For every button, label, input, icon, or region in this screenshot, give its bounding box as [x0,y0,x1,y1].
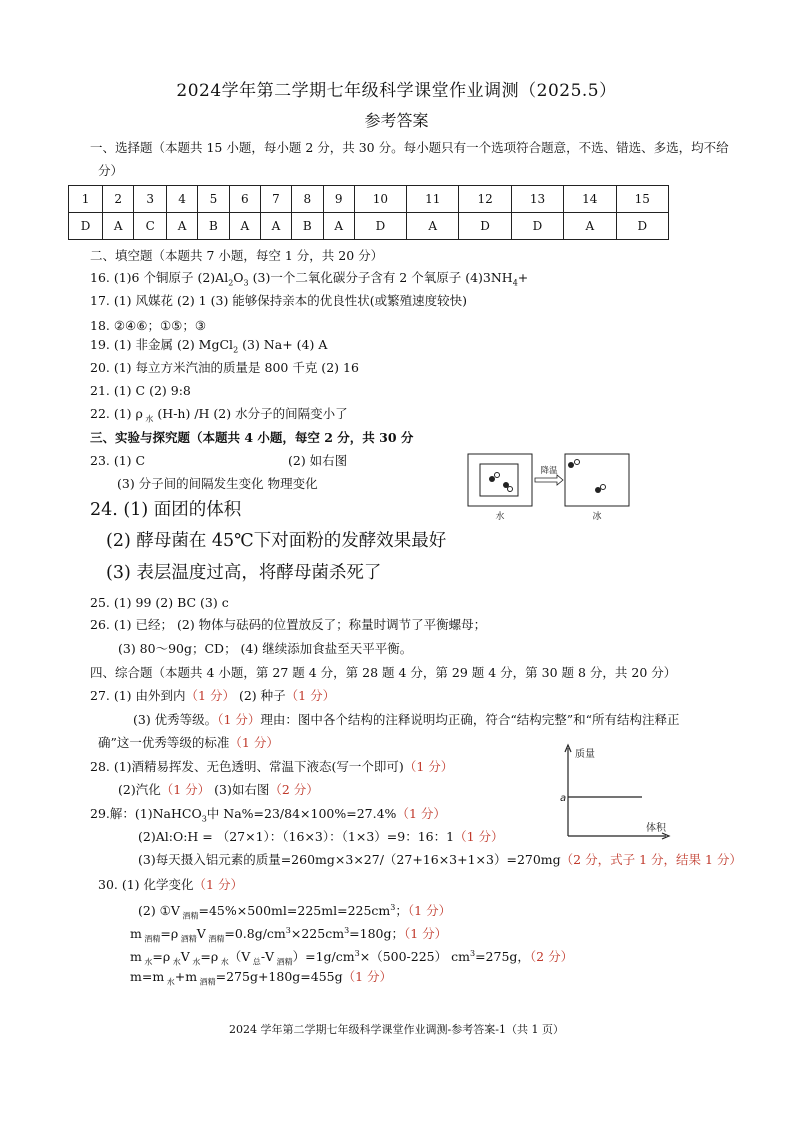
level-label: a [560,793,567,804]
answer-text: =180g； [349,926,404,942]
answer-text: =45%×500ml=225ml=225cm [198,903,391,919]
table-cell: B [198,213,230,240]
superscript: 3 [390,903,396,912]
table-cell: 2 [103,186,134,213]
subscript: 2 [233,345,239,355]
answer-text: 22. (1) ρ [90,406,143,421]
x-axis-label: 体积 [646,823,666,834]
subscript: 2 [228,278,234,288]
section1-heading-cont: 分） [98,163,124,178]
score-badge: （1 分） [217,712,261,727]
ice-label: 冰 [592,512,602,522]
table-cell: A [229,213,260,240]
subscript: 酒精 [274,957,293,967]
section2-heading: 二、填空题（本题共 7 小题，每空 1 分，共 20 分） [90,248,384,263]
answer-text: V [196,926,206,942]
table-cell: 7 [260,186,291,213]
answer-text: ； [395,903,408,919]
section3-heading: 三、实验与探究题（本题共 4 小题，每空 2 分，共 30 分 [90,430,414,445]
answer-text: +m [174,969,198,984]
superscript: 3 [469,949,476,958]
table-cell: A [167,213,198,240]
answer-24-3: (3) 表层温度过高，将酵母菌杀死了 [106,563,382,583]
answer-26-2: (3) 80～90g；CD； (4) 继续添加食盐至天平平衡。 [118,641,413,656]
answer-text: (H-h) /H (2) 水分子的间隔变小了 [153,406,348,421]
answer-23-2: (2) 如右图 [288,453,348,468]
cooling-label: 降温 [540,466,558,476]
water-box [468,454,532,506]
answer-text: 16. (1)6 个铜原子 (2)Al [90,270,229,285]
score-badge: （2 分） [269,782,319,797]
arrow-icon [535,475,563,485]
answer-text: (2)Al:O:H = （27×1）：（16×3）：（1×3）=9：16：1 [138,829,455,844]
score-badge: （1 分） [404,926,448,942]
score-badge: （1 分） [407,903,452,919]
table-cell: D [511,213,563,240]
table-cell: A [564,213,616,240]
answer-text: 理由：图中各个结构的注释说明均正确，符合“结构完整”和“所有结构注释正 [260,712,680,727]
table-cell: B [291,213,323,240]
water-ice-figure [467,452,631,522]
table-cell: 8 [291,186,323,213]
answer-30-1 [98,877,243,893]
score-badge: （1 分） [185,688,235,703]
answer-27-3-cont [98,735,279,751]
answer-text: 27. (1) 由外到内 [90,688,186,703]
table-cell: D [69,213,103,240]
subscript: 酒精 [205,934,225,944]
answer-29-1 [90,806,446,828]
answer-text: m [130,949,142,965]
answer-30-2 [138,900,451,925]
table-cell: D [459,213,511,240]
subscript: 水 [218,957,229,967]
answer-text: =ρ [200,949,219,965]
molecule-dot [489,476,495,482]
answer-28-1 [90,759,453,775]
subscript: 水 [142,414,154,424]
answer-text: （V [228,949,251,965]
table-cell: 11 [407,186,459,213]
answer-text: 19. (1) 非金属 (2) MgCl [90,337,234,352]
page-footer: 2024 学年第二学期七年级科学课堂作业调测-参考答案-1（共 1 页） [229,1023,564,1036]
table-cell: 3 [134,186,167,213]
answer-29-3 [138,852,742,868]
answer-text: (3) 优秀等级。 [133,712,218,727]
answer-29-2 [138,829,504,845]
molecule-dot [508,487,513,492]
water-inner-box [480,464,518,496]
answer-21: 21. (1) C (2) 9:8 [90,383,191,398]
subscript: 3 [201,814,207,824]
score-badge: （1 分） [454,829,504,844]
answer-text: V [180,949,190,965]
score-badge: （1 分） [403,759,454,774]
table-cell: 5 [198,186,230,213]
subscript: 4 [512,278,518,288]
molecule-dot [495,473,500,478]
mass-volume-graph [556,740,676,844]
table-cell: 12 [459,186,511,213]
answer-text: ×（500-225） cm [359,949,470,965]
answer-30-5 [130,969,392,991]
answer-text: (3)如右图 [210,782,270,797]
subscript: 酒精 [141,934,161,944]
answer-18: 18. ②④⑥；①⑤；③ [90,318,207,333]
answer-text: 中 Na%=23/84×100%=27.4% [206,806,397,821]
answer-text: ）=1g/cm [292,949,355,965]
table-cell: 1 [69,186,103,213]
water-label: 水 [495,512,505,522]
answer-28-2 [118,782,319,798]
answer-text: (3)一个二氧化碳分子含有 2 个氧原子 (4)3NH [248,270,513,285]
answer-text: (3)每天摄入铝元素的质量=260mg×3×27/（27+16×3+1×3）=270mg [138,852,561,867]
score-badge: （1 分） [396,806,446,821]
answer-text: 30. (1) 化学变化 [98,877,194,892]
answer-text: =ρ [160,926,179,942]
subscript: 酒精 [197,977,216,987]
answer-table [68,185,669,240]
answer-16 [90,270,528,292]
table-cell: 13 [511,186,563,213]
table-cell: 14 [564,186,616,213]
answer-text: (2) ①V [138,903,180,919]
answer-25: 25. (1) 99 (2) BC (3) c [90,595,229,610]
answer-text: =275g+180g=455g [215,969,343,984]
answer-24-1: 24. (1) 面团的体积 [90,500,242,520]
superscript: 3 [285,926,291,935]
answer-19 [90,337,327,359]
score-badge: （1 分） [342,969,393,984]
score-badge: （1 分） [160,782,211,797]
molecule-dot [595,487,601,493]
answer-table-numbers-row [69,186,669,213]
answer-20: 20. (1) 每立方米汽油的质量是 800 千克 (2) 16 [90,360,359,375]
answer-text: 28. (1)酒精易挥发、无色透明、常温下液态(写一个即可) [90,759,404,774]
score-badge: （2 分） [529,949,574,965]
answer-text: m=m [130,969,165,984]
table-cell: A [103,213,134,240]
answer-text: 确”这一优秀等级的标准 [98,735,230,750]
subscript: 酒精 [178,934,197,944]
answer-text: + [517,270,529,285]
table-cell: 6 [229,186,260,213]
answer-table-answers-row [69,213,669,240]
score-badge: （1 分） [193,877,243,892]
table-cell: 10 [354,186,406,213]
answer-30-4 [130,946,573,971]
table-cell: 4 [167,186,198,213]
table-cell: A [260,213,291,240]
table-cell: D [354,213,406,240]
table-cell: C [134,213,167,240]
answer-text: m [130,926,142,942]
section1-heading: 一、选择题（本题共 15 小题，每小题 2 分，共 30 分。每小题只有一个选项符合题意，不选、错选、多选，均不给 [90,140,729,155]
subscript: 水 [164,977,175,987]
molecule-dot [601,485,606,490]
y-axis-label: 质量 [575,749,595,760]
subscript: 水 [141,957,153,967]
page-subtitle: 参考答案 [364,111,429,130]
answer-text: (2) 种子 [234,688,286,703]
answer-24-2: (2) 酵母菌在 45℃下对面粉的发酵效果最好 [106,531,447,551]
table-cell: A [407,213,459,240]
answer-text: (2)汽化 [118,782,161,797]
table-cell: 15 [616,186,669,213]
page-title: 2024学年第二学期七年级科学课堂作业调测（2025.5） [176,81,617,101]
table-cell: D [616,213,669,240]
answer-text: -V [260,949,275,965]
subscript: 水 [170,957,181,967]
answer-22 [90,406,348,428]
answer-text: ×225cm [290,926,345,942]
subscript: 水 [189,957,201,967]
superscript: 3 [354,949,360,958]
subscript: 酒精 [179,911,199,921]
table-cell: A [323,213,354,240]
answer-text: =ρ [152,949,171,965]
superscript: 3 [344,926,350,935]
answer-text: O [233,270,244,285]
table-cell: 9 [323,186,354,213]
answer-text: 29.解：(1)NaHCO [90,806,202,821]
score-badge: （1 分） [229,735,279,750]
answer-17: 17. (1) 风媒花 (2) 1 (3) 能够保持亲本的优良性状(或繁殖速度较快) [90,293,468,308]
answer-26-1: 26. (1) 已经； (2) 物体与砝码的位置放反了；称量时调节了平衡螺母； [90,617,487,632]
subscript: 总 [250,957,261,967]
answer-27-3 [133,712,680,728]
answer-23-1: 23. (1) C [90,453,146,468]
score-badge: （2 分，式子 1 分，结果 1 分） [560,852,742,867]
molecule-dot [575,460,580,465]
answer-23-3: (3) 分子间的间隔发生变化 物理变化 [117,476,318,491]
score-badge: （1 分） [285,688,336,703]
subscript: 3 [243,278,249,288]
answer-text: =0.8g/cm [224,926,286,942]
answer-text: =275g， [475,949,530,965]
answer-27-1 [90,688,335,704]
answer-30-3 [130,923,447,948]
section4-heading: 四、综合题（本题共 4 小题，第 27 题 4 分，第 28 题 4 分，第 29 题 4 分，第 30 题 8 分，共 20 分） [90,665,677,680]
answer-text: (3) Na+ (4) A [238,337,328,352]
molecule-dot [568,462,574,468]
